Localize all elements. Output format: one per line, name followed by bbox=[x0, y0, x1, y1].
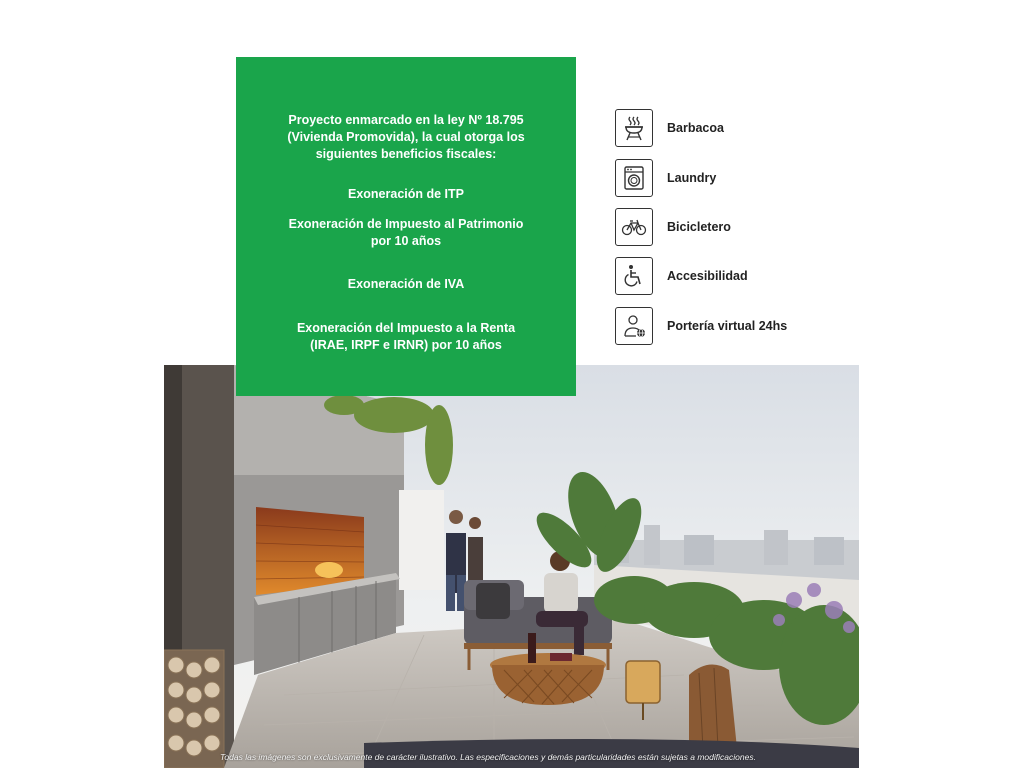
rooftop-terrace-render bbox=[164, 365, 859, 768]
bicycle-icon bbox=[615, 208, 653, 246]
amenity-barbacoa bbox=[615, 109, 724, 147]
tax-benefits-box bbox=[236, 57, 576, 396]
benefit-line: (IRAE, IRPF e IRNR) por 10 años bbox=[310, 338, 502, 352]
benefits-intro-line: Proyecto enmarcado en la ley Nº 18.795 bbox=[288, 113, 524, 127]
benefits-intro bbox=[256, 112, 556, 163]
amenity-porteria bbox=[615, 307, 787, 345]
benefit-patrimonio bbox=[256, 216, 556, 250]
benefit-line: Exoneración del Impuesto a la Renta bbox=[296, 321, 516, 335]
amenity-laundry bbox=[615, 159, 716, 197]
benefit-line: Exoneración de ITP bbox=[347, 187, 464, 201]
benefit-line: por 10 años bbox=[370, 234, 442, 248]
benefits-intro-line: siguientes beneficios fiscales: bbox=[315, 147, 497, 161]
benefit-line: Exoneración de IVA bbox=[347, 277, 465, 291]
amenity-label: Laundry bbox=[667, 171, 717, 185]
amenity-bicicletero bbox=[615, 208, 731, 246]
brochure-page bbox=[164, 0, 859, 768]
washing-machine-icon bbox=[615, 159, 653, 197]
disclaimer-text: Todas las imágenes son exclusivamente de carácter ilustrativo. Las especificaciones y demás particularidades están sujetas a modificaciones. bbox=[220, 752, 756, 762]
virtual-concierge-icon bbox=[615, 307, 653, 345]
benefits-intro-line: (Vivienda Promovida), la cual otorga los bbox=[287, 130, 525, 144]
benefit-line: Exoneración de Impuesto al Patrimonio bbox=[288, 217, 524, 231]
amenity-label: Portería virtual 24hs bbox=[667, 319, 788, 333]
benefit-itp bbox=[256, 186, 556, 203]
amenity-label: Bicicletero bbox=[667, 220, 731, 234]
wheelchair-icon bbox=[615, 257, 653, 295]
amenity-accesibilidad bbox=[615, 257, 748, 295]
barbecue-icon bbox=[615, 109, 653, 147]
benefit-renta bbox=[256, 320, 556, 354]
benefit-iva bbox=[256, 276, 556, 293]
amenity-label: Barbacoa bbox=[667, 121, 724, 135]
amenity-label: Accesibilidad bbox=[667, 269, 748, 283]
